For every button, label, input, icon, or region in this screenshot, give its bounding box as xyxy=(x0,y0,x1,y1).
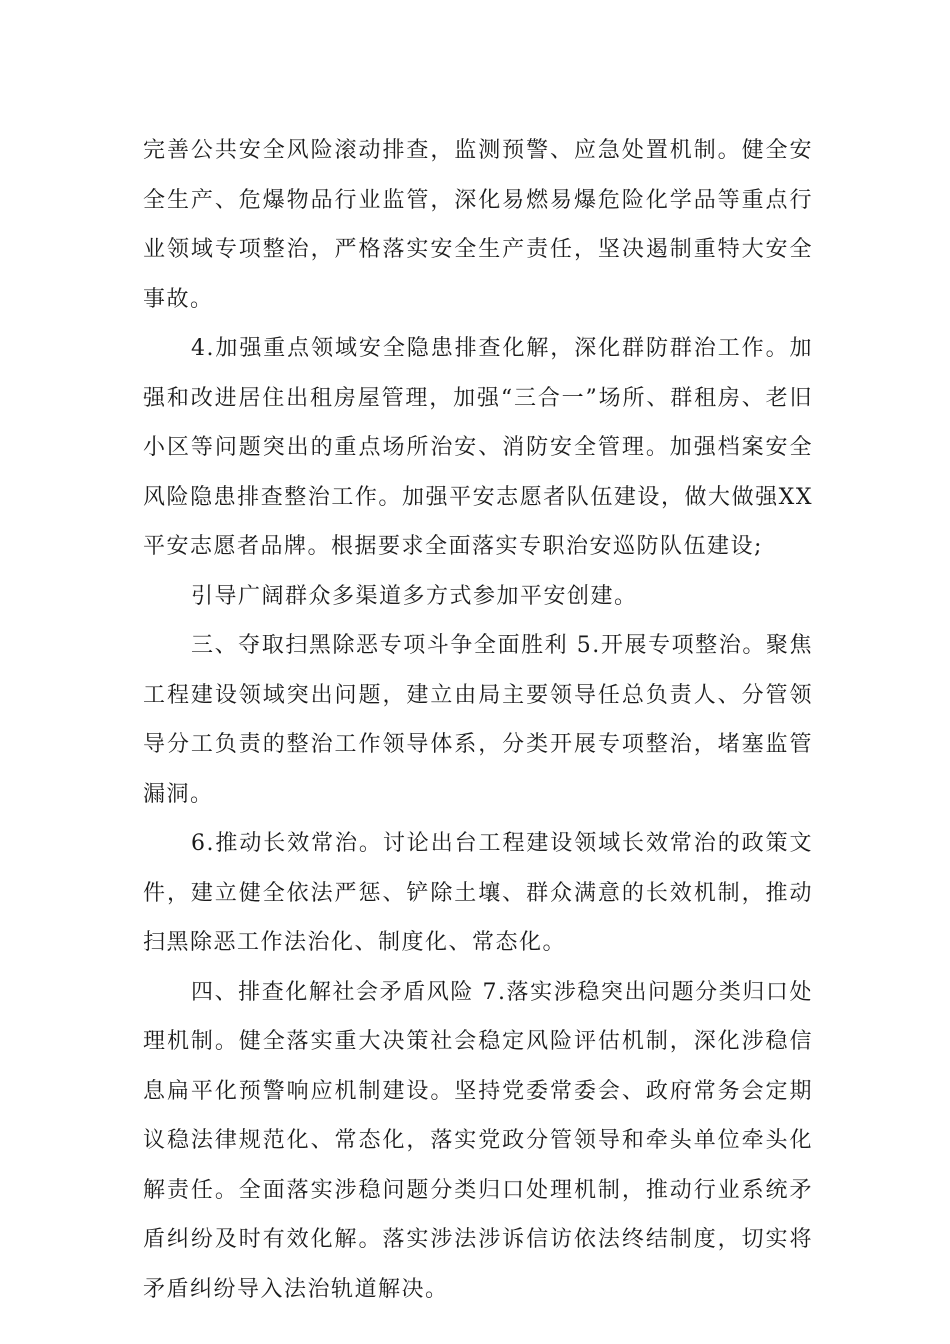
document-body xyxy=(143,126,813,1314)
paragraph-safety-risk: 完善公共安全风险滚动排查，监测预警、应急处置机制。健全安全生产、危爆物品行业监管，深化易燃易爆危险化学品等重点行业领域专项整治，严格落实安全生产责任，坚决遏制重特大安全事故。 xyxy=(143,138,813,312)
paragraph-section-4-item-7: 四、排查化解社会矛盾风险 7.落实涉稳突出问题分类归口处理机制。健全落实重大决策社会稳定风险评估机制，深化涉稳信息扁平化预警响应机制建设。坚持党委常委会、政府常务会定期议稳法律规范化、常态化，落实党政分管领导和牵头单位牵头化解责任。全面落实涉稳问题分类归口处理机制，推动行业系统矛盾纠纷及时有效化解。落实涉法涉诉信访依法终结制度，切实将矛盾纠纷导入法治轨道解决。 xyxy=(143,979,813,1302)
paragraph-public-participation: 引导广阔群众多渠道多方式参加平安创建。 xyxy=(191,583,638,609)
paragraph-item-4-hazard-screening: 4.加强重点领域安全隐患排查化解，深化群防群治工作。加强和改进居住出租房屋管理，加强“三合一”场所、群租房、老旧小区等问题突出的重点场所治安、消防安全管理。加强档案安全风险隐患排查整治工作。加强平安志愿者队伍建设，做大做强XX平安志愿者品牌。根据要求全面落实专职治安巡防队伍建设; xyxy=(143,336,813,559)
paragraph-item-6-long-term-governance: 6.推动长效常治。讨论出台工程建设领域长效常治的政策文件，建立健全依法严惩、铲除土壤、群众满意的长效机制，推动扫黑除恶工作法治化、制度化、常态化。 xyxy=(143,831,813,955)
paragraph-section-3-item-5: 三、夺取扫黑除恶专项斗争全面胜利 5.开展专项整治。聚焦工程建设领域突出问题，建立由局主要领导任总负责人、分管领导分工负责的整治工作领导体系，分类开展专项整治，堵塞监管漏洞。 xyxy=(143,633,813,807)
